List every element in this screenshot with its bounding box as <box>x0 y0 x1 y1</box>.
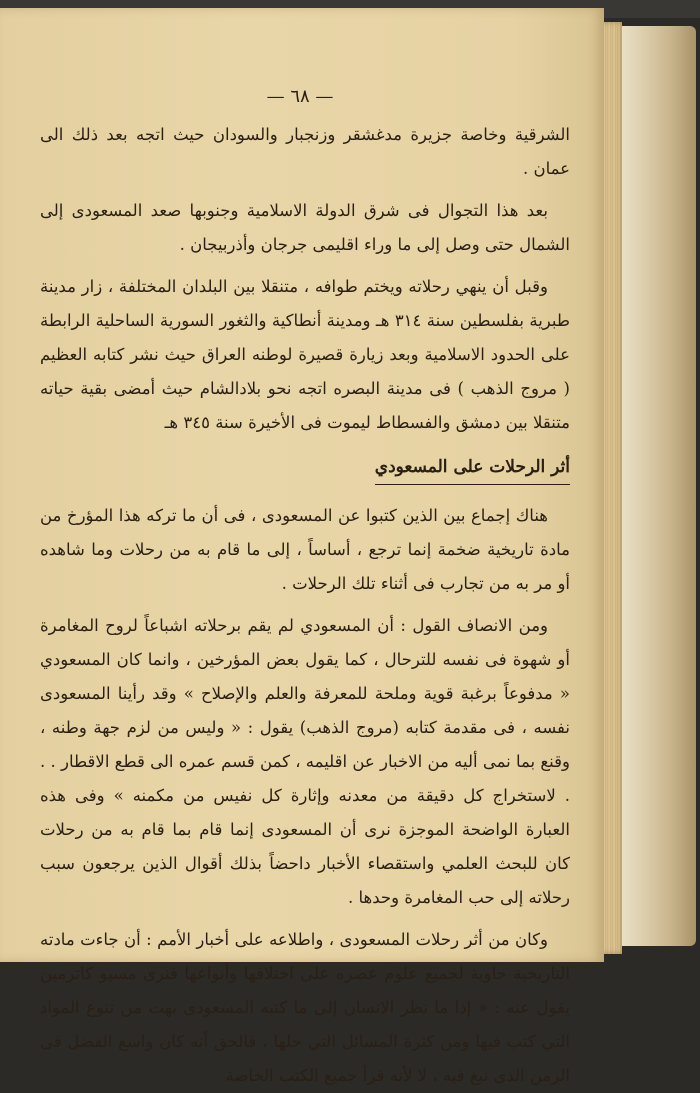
page-body <box>40 92 570 1093</box>
section-heading: أثر الرحلات على المسعودي <box>375 452 570 485</box>
paragraph-5: ومن الانصاف القول : أن المسعودي لم يقم برحلاته اشباعاً لروح المغامرة أو شهوة فى نفسه للترحال ، كما يقول بعض المؤرخين ، وانما كان المسعودي « مدفوعاً برغبة قوية وملحة للمعرفة والعلم والإصلاح » وقد رأينا المسعودى نفسه ، فى مقدمة كتابه (مروج الذهب) يقول : « وليس من لزم جهة وطنه ، وقنع بما نمى أليه من الاخبار عن اقليمه ، كمن قسم عمره الى قطع الاقطار . . . لاستخراج كل دقيقة من معدنه وإثارة كل نفيس من مكمنه » وفى هذه العبارة الواضحة الموجزة نرى أن المسعودى إنما قام بما قام به من رحلات كان للبحث العلمي واستقصاء الأخبار داحضاً بذلك أقوال الذين يرجعون سبب رحلاته إلى حب المغامرة وحدها . <box>40 616 570 907</box>
paragraph-2: بعد هذا التجوال فى شرق الدولة الاسلامية وجنوبها صعد المسعودى إلى الشمال حتى وصل إلى ما وراء اقليمى جرجان وأذربيجان . <box>40 201 570 254</box>
book-page <box>0 8 604 1085</box>
page-number: — ٦٨ — <box>266 86 334 107</box>
paragraph-3: وقبل أن ينهي رحلاته ويختم طوافه ، متنقلا بين البلدان المختلفة ، زار مدينة طبرية بفلسطين سنة ٣١٤ هـ ومدينة أنطاكية والثغور السورية الساحلية الرابطة على الحدود الاسلامية وبعد زيارة قصيرة لوطنه العراق حيث نشر كتابه العظيم ( مروج الذهب ) فى مدينة البصره اتجه نحو بلادالشام حيث أمضى بقية حياته متنقلا بين دمشق والفسطاط ليموت فى الأخيرة سنة ٣٤٥ هـ <box>40 277 571 432</box>
paragraph-1: الشرقية وخاصة جزيرة مدغشقر وزنجبار والسودان حيث اتجه بعد ذلك الى عمان . <box>40 125 570 178</box>
paragraph-4: هناك إجماع بين الذين كتبوا عن المسعودى ، فى أن ما تركه هذا المؤرخ من مادة تاريخية ضخمة إنما ترجع ، أساساً ، إلى ما قام به من رحلات وما شاهده أو مر به من تجارب فى أثناء تلك الرحلات . <box>40 506 570 593</box>
paragraph-6: وكان من أثر رحلات المسعودى ، واطلاعه على أخبار الأمم : أن جاءت مادته التاريخية حاوية لجميع علوم عصره على اختلافها وأنواعها فنرى مسيو كاترمين يقول عنه : « إذا ما نظر الانسان إلى ما كتبه المسعودى بهت من تنوع المواد التي كتب فيها ومن كثرة المسائل التي حلها ، فالحق أنه كان واسع الفضل فى الزمن الذى نبغ فيه ، لا لأنه قرأ جميع الكتب الخاصة <box>40 930 570 1085</box>
section-heading-wrap <box>40 440 570 499</box>
book-back-cover <box>612 26 696 946</box>
